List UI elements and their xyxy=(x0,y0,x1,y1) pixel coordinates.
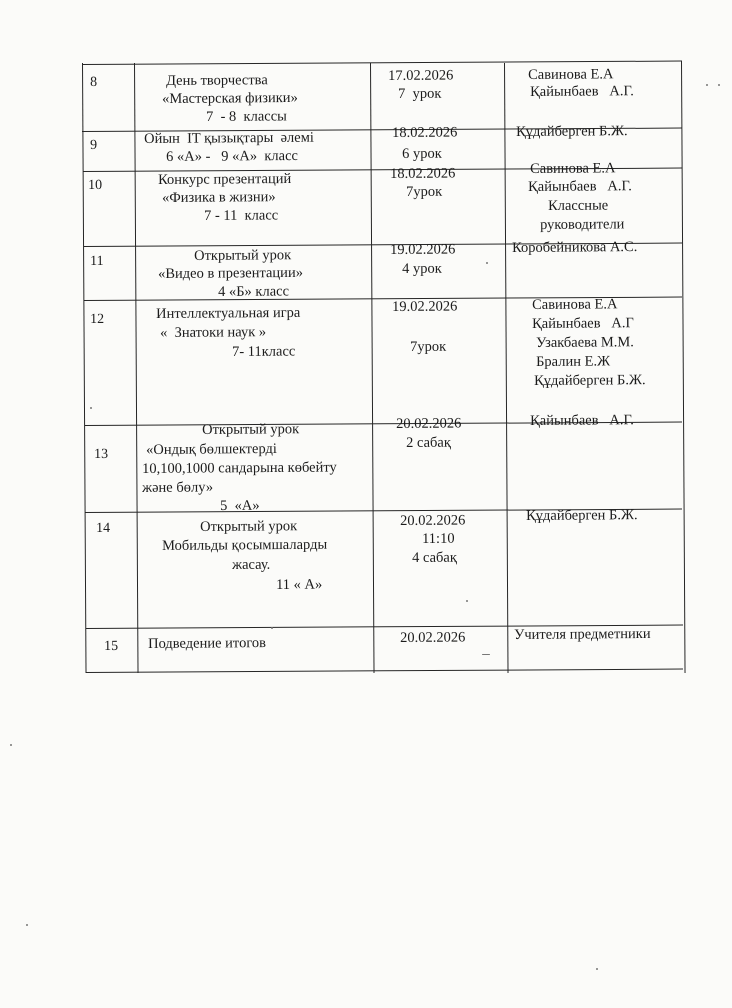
scan-speck xyxy=(596,968,598,970)
event-line: жасау. xyxy=(232,556,271,573)
date-line: 7урок xyxy=(406,183,443,200)
row-number: 8 xyxy=(90,74,98,90)
row-number: 12 xyxy=(90,311,105,327)
date-line: 4 урок xyxy=(402,260,442,277)
column-divider xyxy=(134,63,139,673)
responsible-line: Коробейникова А.С. xyxy=(512,239,638,256)
responsible-line: Қайынбаев А.Г. xyxy=(530,412,634,429)
responsible-line: Қайынбаев А.Г xyxy=(532,315,634,332)
date-line: 19.02.2026 xyxy=(390,241,456,258)
responsible-line: Қайынбаев А.Г. xyxy=(528,178,632,195)
event-line: «Ондық бөлшектерді xyxy=(146,440,277,458)
row-number: 14 xyxy=(96,520,111,536)
scan-speck xyxy=(486,262,488,264)
table-border-right xyxy=(681,61,686,673)
row-number: 13 xyxy=(94,446,109,462)
scan-speck xyxy=(706,84,708,86)
date-line: 18.02.2026 xyxy=(392,124,458,141)
event-line: 4 «Б» класс xyxy=(218,283,290,300)
scan-speck xyxy=(90,407,92,409)
row-number: 10 xyxy=(88,177,103,193)
date-line: 18.02.2026 xyxy=(390,165,456,182)
row-number: 9 xyxy=(90,137,98,153)
date-line: 19.02.2026 xyxy=(392,298,458,315)
responsible-line: Учителя предметники xyxy=(514,625,651,643)
date-line: 20.02.2026 xyxy=(400,512,466,529)
responsible-line: Құдайберген Б.Ж. xyxy=(526,507,638,524)
responsible-line: Құдайберген Б.Ж. xyxy=(534,372,646,389)
responsible-line: Құдайберген Б.Ж. xyxy=(516,123,628,140)
event-line: Подведение итогов xyxy=(148,635,267,652)
event-line: 5 «А» xyxy=(220,497,260,514)
event-line: Интеллектуальная игра xyxy=(156,304,301,322)
event-line: 11 « А» xyxy=(276,576,323,593)
responsible-line: руководители xyxy=(540,216,625,233)
date-line: 7урок xyxy=(410,338,447,355)
responsible-line: Бралин Е.Ж xyxy=(536,353,611,370)
row-number: 11 xyxy=(90,253,104,269)
row-number: 15 xyxy=(104,638,119,654)
responsible-line: Савинова Е.А xyxy=(532,296,618,313)
date-line: 4 сабақ xyxy=(412,549,457,566)
table-border-top xyxy=(82,61,682,65)
event-line: 7 - 11 класс xyxy=(204,207,279,224)
event-line: Мобильды қосымшаларды xyxy=(162,536,328,554)
scan-speck xyxy=(26,924,28,926)
responsible-line: Қайынбаев А.Г. xyxy=(530,83,634,100)
responsible-line: Савинова Е.А xyxy=(528,66,614,83)
table-border-left xyxy=(82,63,87,673)
event-line: «Видео в презентации» xyxy=(158,264,303,282)
responsible-line: Классные xyxy=(548,197,609,214)
event-line: 7 - 8 классы xyxy=(206,108,287,125)
event-line: 6 «А» - 9 «А» класс xyxy=(166,147,298,165)
event-line: Открытый урок xyxy=(202,421,300,438)
date-line: 11:10 xyxy=(422,530,455,547)
event-line: Открытый урок xyxy=(194,247,292,264)
scan-speck xyxy=(466,600,468,602)
date-line: 7 урок xyxy=(398,85,442,102)
scan-speck xyxy=(718,84,720,86)
table-border-bottom xyxy=(86,669,683,673)
responsible-line: Узакбаева М.М. xyxy=(536,334,634,351)
date-line: 17.02.2026 xyxy=(388,67,454,84)
scan-speck xyxy=(482,654,490,655)
scan-speck xyxy=(10,744,12,746)
date-line: 6 урок xyxy=(402,145,442,162)
responsible-line: Савинова Е.А xyxy=(530,160,616,177)
event-line: День творчества xyxy=(166,72,268,89)
event-line: 10,100,1000 сандарына көбейту xyxy=(142,459,337,477)
scan-speck xyxy=(271,627,273,629)
column-divider xyxy=(504,63,509,673)
event-line: және бөлу» xyxy=(142,479,214,496)
column-divider xyxy=(370,63,375,673)
date-line: 20.02.2026 xyxy=(396,415,462,432)
event-line: Открытый урок xyxy=(200,518,298,535)
event-line: 7- 11класс xyxy=(232,343,296,360)
date-line: 20.02.2026 xyxy=(400,629,466,646)
event-line: « Знатоки наук » xyxy=(160,324,267,341)
date-line: 2 сабақ xyxy=(406,434,451,451)
event-line: «Мастерская физики» xyxy=(162,89,298,107)
event-line: Ойын IT қызықтары әлемі xyxy=(144,129,314,147)
event-line: «Физика в жизни» xyxy=(162,189,276,206)
event-line: Конкурс презентаций xyxy=(158,170,292,188)
